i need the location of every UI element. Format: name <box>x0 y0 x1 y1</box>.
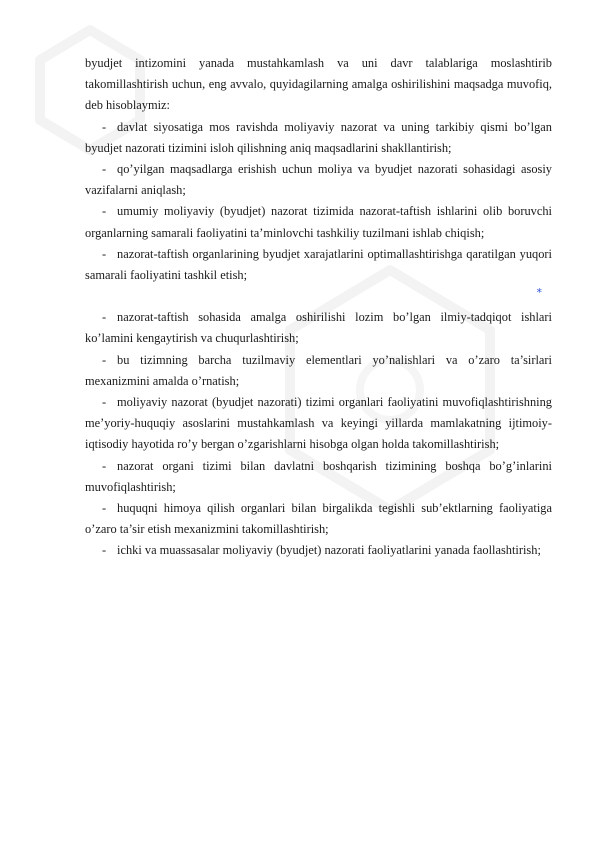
list-item-text: nazorat organi tizimi bilan davlatni boshqarish tizimining boshqa bo’g’inlarini muvofiqlashtirish; <box>85 458 552 494</box>
list-item <box>85 540 552 561</box>
bullet-dash: - <box>102 501 107 516</box>
list-item <box>85 307 552 349</box>
list-item-text: huquqni himoya qilish organlari bilan birgalikda tegishli sub’ektlarning faoliyatiga o’zaro ta’sir etish mexanizmini takomillashtirish; <box>85 501 552 537</box>
list-item-text: ichki va muassasalar moliyaviy (byudjet) nazorati faoliyatlarini yanada faollashtirish; <box>117 543 541 558</box>
bullet-dash: - <box>102 162 107 177</box>
bullet-dash: - <box>102 204 107 219</box>
bullet-dash: - <box>102 543 107 558</box>
list-item <box>85 350 552 392</box>
list-item-text: davlat siyosatiga mos ravishda moliyaviy nazorat va uning tarkibiy qismi bo’lgan byudjet nazorati tizimini isloh qilishning aniq maqsadlarini shakllantirish; <box>85 119 552 155</box>
list-item-text: qo’yilgan maqsadlarga erishish uchun moliya va byudjet nazorati sohasidagi asosiy vazifalarni aniqlash; <box>85 162 552 198</box>
list-item <box>85 392 552 456</box>
asterisk-marker: * <box>536 286 542 300</box>
bullet-dash: - <box>102 458 107 473</box>
bullet-dash: - <box>102 119 107 134</box>
list-item <box>85 498 552 540</box>
bullet-dash: - <box>102 310 107 325</box>
list-item-text: moliyaviy nazorat (byudjet nazorati) tizimi organlari faoliyatini muvofiqlashtirishning me’yoriy-huquqiy asoslarini mustahkamlash va keyingi yillarda mamlakatning ijtimoiy-iqtisodiy hayotida ro’y bergan o’zgarishlarni hisobga olgan holda takomillashtirish; <box>85 395 552 452</box>
bullet-dash: - <box>102 246 107 261</box>
list-item-text: bu tizimning barcha tuzilmaviy elementlari yo’nalishlari va o’zaro ta’sirlari mexanizmini amalda o’rnatish; <box>85 352 552 388</box>
list-item-text: nazorat-taftish sohasida amalga oshirilishi lozim bo’lgan ilmiy-tadqiqot ishlari ko’lamini kengaytirish va chuqurlashtirish; <box>85 310 552 346</box>
bullet-dash: - <box>102 352 107 367</box>
list-item <box>85 159 552 201</box>
list-item-text: nazorat-taftish organlarining byudjet xarajatlarini optimallashtirishga qaratilgan yuqori samarali faoliyatini tashkil etish; <box>85 246 552 283</box>
page-break-spacer <box>85 286 552 307</box>
list-item <box>85 456 552 498</box>
list-item <box>85 244 552 286</box>
list-item-text: umumiy moliyaviy (byudjet) nazorat tizimida nazorat-taftish ishlarini olib boruvchi organlarning samarali faoliyatini ta’minlovchi tashkiliy tuzilmani ishlab chiqish; <box>85 204 552 240</box>
document-body <box>85 53 552 562</box>
intro-paragraph: byudjet intizomini yanada mustahkamlash va uni davr talablariga moslashtirib takomillashtirish uchun, eng avvalo, quyidagilarning amalga oshirilishini maqsadga muvofiq, deb hisoblaymiz: <box>85 56 552 113</box>
bullet-dash: - <box>102 395 107 410</box>
list-item <box>85 117 552 159</box>
list-item <box>85 201 552 243</box>
